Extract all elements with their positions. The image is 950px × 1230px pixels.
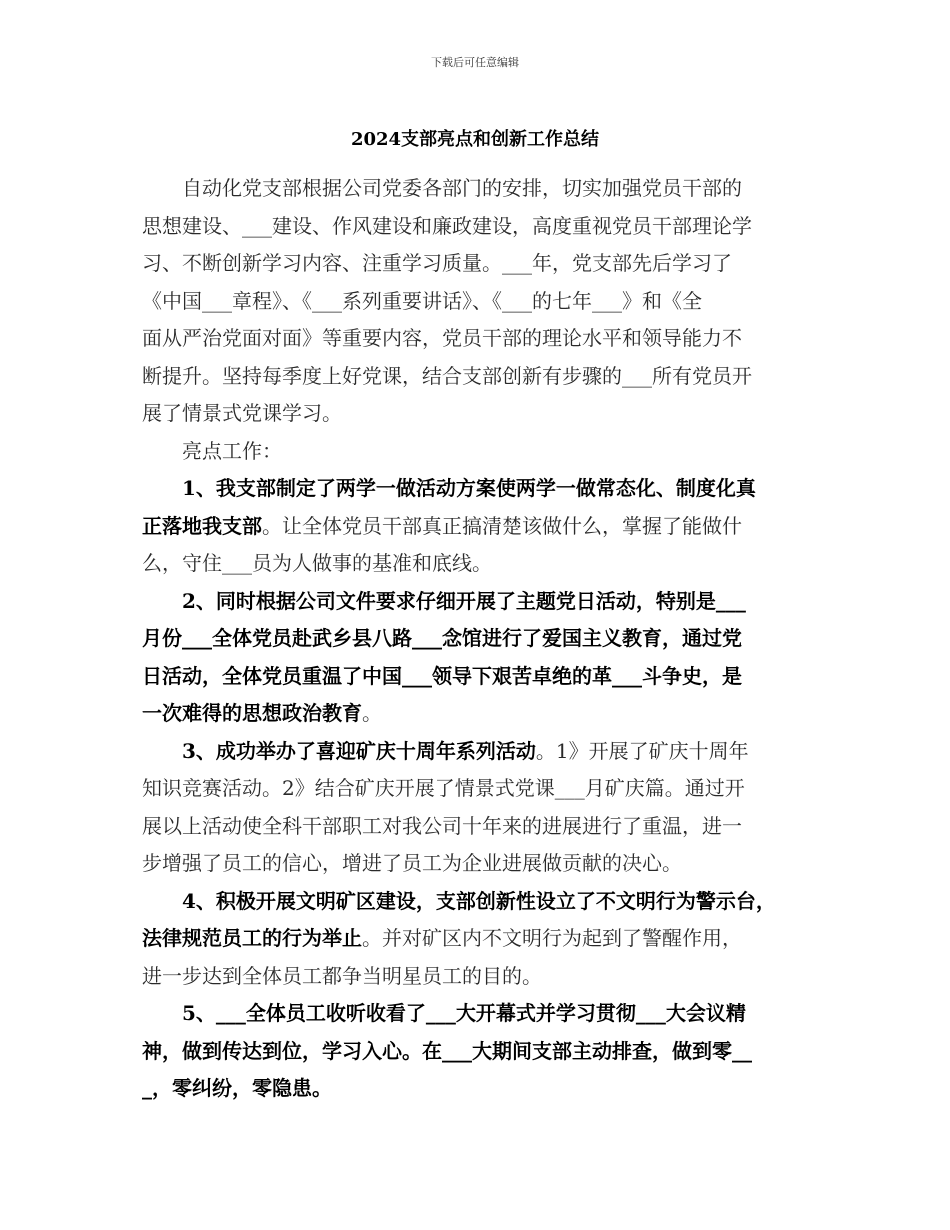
bold-text-segment: 月份___全体党员赴武乡县八路___念馆进行了爱国主义教育，通过党 bbox=[142, 626, 742, 650]
bold-text-segment: 正落地我支部 bbox=[142, 513, 262, 538]
text-line bbox=[142, 470, 822, 508]
document-body bbox=[142, 170, 822, 1108]
text-segment: 断提升。坚持每季度上好党课，结合支部创新有步骤的___所有党员开 bbox=[142, 363, 752, 388]
text-line bbox=[142, 620, 822, 658]
text-segment: 步增强了员工的信心，增进了员工为企业进展做贡献的决心。 bbox=[142, 851, 682, 875]
bold-text-segment: 4、积极开展文明矿区建设，支部创新性设立了不文明行为警示台， bbox=[142, 888, 776, 913]
text-line bbox=[142, 770, 822, 808]
text-line bbox=[142, 845, 822, 883]
text-line bbox=[142, 508, 822, 546]
text-line bbox=[142, 283, 822, 321]
text-line bbox=[142, 1033, 822, 1071]
bold-text-segment: 日活动，全体党员重温了中国___领导下艰苦卓绝的革___斗争史，是 bbox=[142, 663, 742, 688]
bold-text-segment: 3、成功举办了喜迎矿庆十周年系列活动 bbox=[142, 738, 536, 763]
text-line bbox=[142, 658, 822, 696]
text-line bbox=[142, 545, 822, 583]
text-line bbox=[142, 583, 822, 621]
text-segment: 。1》开展了矿庆十周年 bbox=[535, 738, 749, 763]
text-segment: 亮点工作： bbox=[142, 438, 282, 463]
text-segment: 知识竞赛活动。2》结合矿庆开展了情景式党课___月矿庆篇。通过开 bbox=[142, 776, 745, 800]
text-line bbox=[142, 733, 822, 771]
text-segment: 展以上活动使全科干部职工对我公司十年来的进展进行了重温，进一 bbox=[142, 813, 742, 838]
bold-text-segment: _，零纠纷，零隐患。 bbox=[142, 1076, 332, 1100]
text-segment: 展了情景式党课学习。 bbox=[142, 401, 342, 425]
text-segment: 习、不断创新学习内容、注重学习质量。___年，党支部先后学习了 bbox=[142, 251, 732, 275]
bold-text-segment: 1、我支部制定了两学一做活动方案使两学一做常态化、制度化真 bbox=[142, 476, 756, 500]
bold-text-segment: 法律规范员工的行为举止 bbox=[142, 926, 362, 950]
text-segment: 思想建设、___建设、作风建设和廉政建设，高度重视党员干部理论学 bbox=[142, 213, 752, 238]
text-line bbox=[142, 920, 822, 958]
text-segment: 么，守住___员为人做事的基准和底线。 bbox=[142, 551, 492, 575]
text-segment: 。 bbox=[362, 701, 382, 725]
text-line bbox=[142, 170, 822, 208]
text-line bbox=[142, 808, 822, 846]
bold-text-segment: 2、同时根据公司文件要求仔细开展了主题党日活动，特别是___ bbox=[142, 588, 746, 613]
text-line bbox=[142, 958, 822, 996]
text-segment: 《中国___章程》、《___系列重要讲话》、《___的七年___》和《全 bbox=[142, 288, 702, 313]
text-line bbox=[142, 358, 822, 396]
text-segment: 。并对矿区内不文明行为起到了警醒作用， bbox=[362, 926, 742, 950]
text-line bbox=[142, 695, 822, 733]
bold-text-segment: 5、___全体员工收听收看了___大开幕式并学习贯彻___大会议精 bbox=[142, 1001, 746, 1025]
text-line bbox=[142, 208, 822, 246]
text-segment: 进一步达到全体员工都争当明星员工的目的。 bbox=[142, 963, 542, 988]
text-line bbox=[142, 883, 822, 921]
bold-text-segment: 神，做到传达到位，学习入心。在___大期间支部主动排查，做到零__ bbox=[142, 1038, 752, 1063]
text-line bbox=[142, 433, 822, 471]
text-segment: 自动化党支部根据公司党委各部门的安排，切实加强党员干部的 bbox=[142, 176, 742, 200]
page-header-note: 下载后可任意编辑 bbox=[431, 56, 519, 69]
text-segment: 。让全体党员干部真正搞清楚该做什么，掌握了能做什 bbox=[262, 513, 742, 538]
text-line bbox=[142, 245, 822, 283]
text-line bbox=[142, 320, 822, 358]
document-title: 2024支部亮点和创新工作总结 bbox=[350, 129, 600, 150]
text-line bbox=[142, 395, 822, 433]
bold-text-segment: 一次难得的思想政治教育 bbox=[142, 701, 362, 725]
text-line bbox=[142, 995, 822, 1033]
text-line bbox=[142, 1070, 822, 1108]
text-segment: 面从严治党面对面》等重要内容，党员干部的理论水平和领导能力不 bbox=[142, 326, 742, 350]
